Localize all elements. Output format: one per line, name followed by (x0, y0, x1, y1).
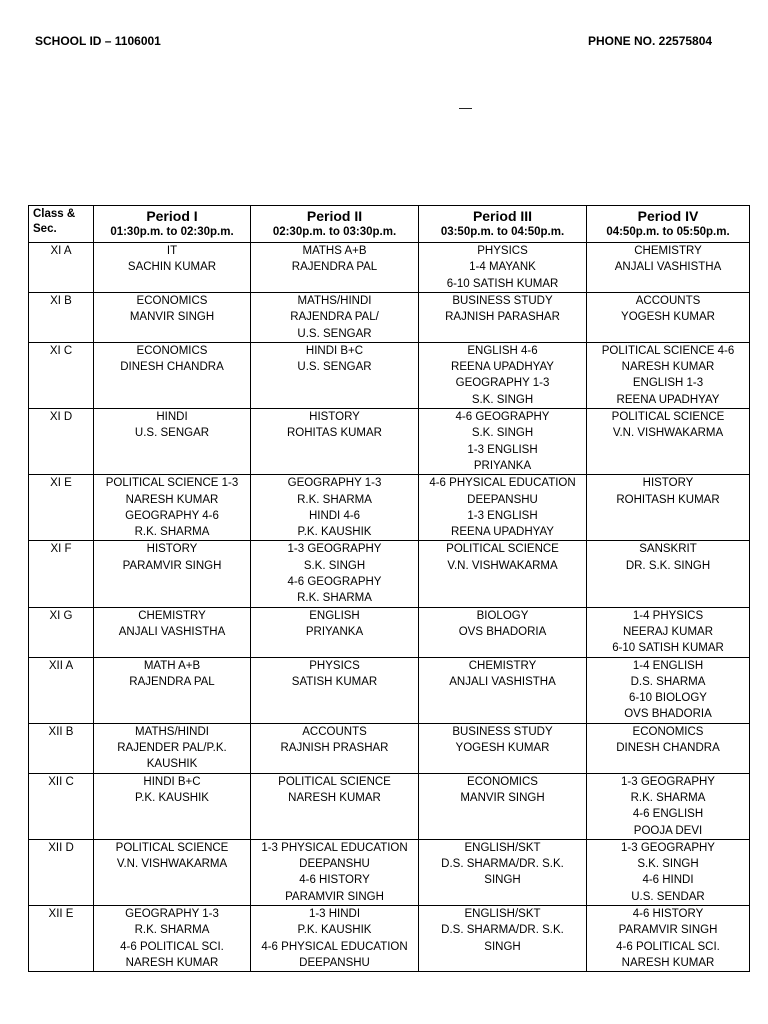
cell-line: ROHITASH KUMAR (616, 493, 720, 506)
cell-line: REENA UPADHYAY (451, 361, 554, 374)
cell-line: ANJALI VASHISTHA (614, 261, 722, 274)
period-cell (251, 905, 419, 971)
period-cell (419, 657, 587, 723)
period-cell (587, 243, 750, 293)
cell-line: 1-4 MAYANK (469, 261, 536, 274)
cell-line: REENA UPADHYAY (616, 393, 720, 406)
cell-line: ACCOUNTS (635, 295, 701, 307)
cell-line: R.K. SHARMA (297, 592, 372, 605)
period-cell (587, 342, 750, 408)
cell-line: 4-6 PHYSICAL EDUCATION (261, 940, 408, 953)
period-header (251, 206, 419, 243)
table-row (29, 342, 750, 408)
cell-line: POLITICAL SCIENCE (278, 775, 391, 788)
cell-line: HISTORY (309, 411, 360, 424)
cell-line: SANSKRIT (639, 543, 697, 556)
cell-line: ENGLISH/SKT (464, 907, 541, 920)
cell-line: BUSINESS STUDY (452, 725, 553, 738)
cell-line: GEOGRAPHY 1-3 (287, 477, 382, 490)
cell-line: S.K. SINGH (303, 559, 366, 572)
cell-line: SATISH KUMAR (291, 675, 378, 688)
period-cell (94, 243, 251, 293)
cell-line: S.K. SINGH (637, 858, 699, 871)
cell-line: S.K. SINGH (471, 427, 534, 440)
cell-line: 1-3 GEOGRAPHY (621, 841, 715, 854)
cell-line: RAJENDER PAL/P.K. (117, 742, 227, 755)
cell-line: GEOGRAPHY 1-3 (125, 907, 219, 920)
cell-line: REENA UPADHYAY (451, 526, 554, 539)
period-cell (419, 723, 587, 773)
cell-line: GEOGRAPHY 1-3 (455, 377, 550, 390)
period-cell (587, 293, 750, 343)
period-cell (94, 905, 251, 971)
table-row (29, 293, 750, 343)
cell-line: BUSINESS STUDY (452, 295, 553, 307)
timetable (28, 205, 750, 972)
timetable-body (29, 243, 750, 972)
cell-line: RAJENDRA PAL (291, 261, 378, 274)
cell-line: 6-10 SATISH KUMAR (612, 642, 724, 655)
phone-number: PHONE NO. 22575804 (588, 34, 713, 48)
period-cell (419, 293, 587, 343)
cell-line: 1-4 PHYSICS (632, 609, 704, 622)
period-cell (587, 541, 750, 607)
table-row (29, 475, 750, 541)
cell-line: DR. S.K. SINGH (625, 559, 711, 572)
cell-line: RAJNISH PRASHAR (280, 742, 389, 755)
period-cell (94, 293, 251, 343)
cell-line: U.S. SENGAR (297, 361, 372, 374)
period-cell (419, 409, 587, 475)
cell-line: NARESH KUMAR (621, 361, 715, 374)
cell-line: RAJENDRA PAL/ (290, 311, 379, 324)
cell-line: POLITICAL SCIENCE 1-3 (105, 477, 239, 490)
cell-line: U.S. SENDAR (631, 890, 705, 903)
cell-line: RAJENDRA PAL (129, 675, 215, 688)
cell-line: HISTORY (146, 543, 198, 556)
period-cell (419, 905, 587, 971)
period-header (419, 206, 587, 243)
cell-line: HINDI B+C (143, 775, 201, 788)
cell-line: D.S. SHARMA/DR. S.K. (441, 924, 564, 937)
cell-line: 4-6 POLITICAL SCI. (616, 940, 720, 953)
cell-line: ECONOMICS (632, 725, 704, 738)
period-cell (251, 723, 419, 773)
period-cell (419, 475, 587, 541)
cell-line: SINGH (484, 874, 521, 887)
cell-line: MATH A+B (143, 659, 201, 672)
cell-line: PRIYANKA (473, 459, 532, 472)
cell-line: OVS BHADORIA (458, 625, 547, 638)
cell-line: 4-6 GEOGRAPHY (287, 576, 382, 589)
period-cell (251, 409, 419, 475)
cell-line: S.K. SINGH (471, 393, 534, 406)
cell-line: V.N. VISHWAKARMA (116, 858, 228, 871)
cell-line: 4-6 HINDI (642, 874, 694, 887)
cell-line: D.S. SHARMA (630, 675, 706, 688)
class-section-cell: XI C (29, 342, 94, 408)
table-row (29, 723, 750, 773)
cell-line: R.K. SHARMA (134, 924, 210, 937)
period-cell (94, 773, 251, 839)
cell-line: HISTORY (642, 477, 694, 490)
cell-line: DEEPANSHU (299, 956, 370, 969)
cell-line: MATHS/HINDI (135, 725, 209, 738)
period-cell (94, 541, 251, 607)
class-section-cell: XI B (29, 293, 94, 343)
cell-line: P.K. KAUSHIK (135, 791, 209, 804)
period-cell (94, 723, 251, 773)
cell-line: ENGLISH/SKT (464, 841, 541, 854)
cell-line: YOGESH KUMAR (455, 742, 550, 755)
period-cell (587, 657, 750, 723)
period-cell (251, 839, 419, 905)
period-cell (419, 839, 587, 905)
cell-line: 6-10 BIOLOGY (629, 692, 707, 705)
cell-line: 4-6 PHYSICAL EDUCATION (429, 477, 576, 490)
cell-line: SINGH (484, 940, 521, 953)
period-cell (251, 243, 419, 293)
cell-line: 6-10 SATISH KUMAR (446, 277, 559, 290)
period-time: 04:50p.m. to 05:50p.m. (606, 226, 730, 238)
cell-line: CHEMISTRY (138, 609, 206, 622)
period-cell (94, 342, 251, 408)
class-section-cell: XII A (29, 657, 94, 723)
period-cell (419, 342, 587, 408)
cell-line: NARESH KUMAR (288, 791, 381, 804)
cell-line: R.K. SHARMA (630, 791, 706, 804)
table-row (29, 839, 750, 905)
table-row (29, 409, 750, 475)
cell-line: GEOGRAPHY 4-6 (125, 509, 219, 522)
table-row (29, 773, 750, 839)
period-cell (419, 773, 587, 839)
period-cell (251, 475, 419, 541)
cell-line: 1-3 ENGLISH (467, 443, 538, 456)
cell-line: V.N. VISHWAKARMA (447, 559, 558, 572)
cell-line: YOGESH KUMAR (621, 311, 715, 324)
table-row (29, 243, 750, 293)
cell-line: ENGLISH 4-6 (467, 344, 538, 357)
period-cell (587, 905, 750, 971)
period-cell (251, 657, 419, 723)
cell-line: 4-6 HISTORY (632, 907, 704, 920)
cell-line: MATHS/HINDI (297, 295, 372, 307)
period-time: 03:50p.m. to 04:50p.m. (440, 226, 565, 238)
period-cell (94, 409, 251, 475)
cell-line: 4-6 HISTORY (299, 874, 370, 887)
period-cell (587, 607, 750, 657)
period-cell (251, 342, 419, 408)
cell-line: NARESH KUMAR (125, 493, 219, 506)
cell-line: SACHIN KUMAR (127, 261, 217, 274)
cell-line: POOJA DEVI (633, 824, 703, 837)
cell-line: ANJALI VASHISTHA (118, 625, 226, 638)
cell-line: CHEMISTRY (634, 245, 702, 257)
cell-line: PARAMVIR SINGH (122, 559, 222, 572)
cell-line: HINDI (156, 411, 188, 424)
cell-line: POLITICAL SCIENCE (446, 543, 559, 556)
cell-line: P.K. KAUSHIK (297, 924, 372, 937)
period-cell (251, 607, 419, 657)
class-section-cell: XI A (29, 243, 94, 293)
cell-line: R.K. SHARMA (134, 526, 210, 539)
cell-line: DINESH CHANDRA (120, 361, 224, 374)
cell-line: NARESH KUMAR (621, 956, 715, 969)
cell-line: MANVIR SINGH (129, 311, 215, 324)
period-cell (94, 607, 251, 657)
table-row (29, 607, 750, 657)
cell-line: ECONOMICS (467, 775, 538, 788)
class-section-cell: XII D (29, 839, 94, 905)
cell-line: 1-3 ENGLISH (467, 509, 538, 522)
period-cell (94, 657, 251, 723)
cell-line: IT (166, 245, 178, 257)
period-name: Period III (472, 208, 533, 224)
cell-line: 4-6 POLITICAL SCI. (120, 940, 224, 953)
cell-line: U.S. SENGAR (297, 327, 372, 340)
period-cell (94, 475, 251, 541)
cell-line: ACCOUNTS (302, 725, 367, 738)
cell-line: ROHITAS KUMAR (287, 427, 382, 440)
cell-line: POLITICAL SCIENCE (611, 411, 725, 424)
class-section-cell: XII C (29, 773, 94, 839)
class-section-cell: XII B (29, 723, 94, 773)
cell-line: D.S. SHARMA/DR. S.K. (441, 858, 564, 871)
period-cell (587, 409, 750, 475)
period-cell (94, 839, 251, 905)
dash-mark: — (459, 100, 472, 115)
cell-line: POLITICAL SCIENCE 4-6 (601, 344, 735, 357)
class-section-cell: XI D (29, 409, 94, 475)
cell-line: DEEPANSHU (467, 493, 538, 506)
period-cell (587, 723, 750, 773)
cell-line: MATHS A+B (302, 245, 367, 257)
cell-line: 4-6 ENGLISH (632, 808, 704, 821)
cell-line: HINDI B+C (305, 344, 364, 357)
period-cell (419, 607, 587, 657)
cell-line: PRIYANKA (305, 625, 364, 638)
cell-line: NEERAJ KUMAR (622, 625, 714, 638)
period-cell (251, 541, 419, 607)
cell-line: 1-3 HINDI (308, 907, 361, 920)
cell-line: V.N. VISHWAKARMA (612, 427, 724, 440)
period-cell (419, 541, 587, 607)
period-name: Period II (306, 208, 363, 224)
period-cell (419, 243, 587, 293)
period-header (587, 206, 750, 243)
class-section-cell: XII E (29, 905, 94, 971)
cell-line: HINDI 4-6 (308, 509, 361, 522)
table-row (29, 657, 750, 723)
cell-line: PARAMVIR SINGH (618, 924, 718, 937)
header-row (29, 206, 750, 243)
school-id: SCHOOL ID – 1106001 (35, 34, 161, 48)
cell-line: KAUSHIK (146, 758, 198, 771)
period-header (94, 206, 251, 243)
cell-line: DINESH CHANDRA (616, 742, 720, 755)
cell-line: 1-3 GEOGRAPHY (621, 775, 715, 788)
cell-line: 1-4 ENGLISH (632, 659, 704, 672)
class-section-cell: XI G (29, 607, 94, 657)
period-time: 01:30p.m. to 02:30p.m. (110, 226, 234, 238)
period-name: Period IV (637, 208, 699, 224)
table-row (29, 541, 750, 607)
cell-line: PHYSICS (477, 245, 528, 257)
period-cell (587, 773, 750, 839)
class-section-cell: XI E (29, 475, 94, 541)
cell-line: DEEPANSHU (299, 858, 370, 871)
period-cell (587, 475, 750, 541)
table-row (29, 905, 750, 971)
cell-line: CHEMISTRY (468, 659, 537, 672)
cell-line: ENGLISH 1-3 (632, 377, 704, 390)
cell-line: PHYSICS (309, 659, 360, 672)
cell-line: 1-3 GEOGRAPHY (287, 543, 382, 556)
period-cell (251, 293, 419, 343)
cell-line: 4-6 GEOGRAPHY (455, 411, 550, 424)
cell-line: U.S. SENGAR (134, 427, 210, 440)
cell-line: RAJNISH PARASHAR (445, 311, 560, 324)
cell-line: BIOLOGY (476, 609, 529, 622)
class-section-cell: XI F (29, 541, 94, 607)
cell-line: ANJALI VASHISTHA (449, 675, 556, 688)
cell-line: ECONOMICS (136, 295, 208, 307)
period-name: Period I (146, 208, 198, 224)
cell-line: ENGLISH (309, 609, 360, 622)
cell-line: MANVIR SINGH (460, 791, 545, 804)
cell-line: ECONOMICS (136, 344, 208, 357)
cell-line: R.K. SHARMA (297, 493, 372, 506)
cell-line: P.K. KAUSHIK (297, 526, 372, 539)
period-cell (587, 839, 750, 905)
period-time: 02:30p.m. to 03:30p.m. (272, 226, 397, 238)
cell-line: PARAMVIR SINGH (285, 890, 384, 903)
period-cell (251, 773, 419, 839)
cell-line: 1-3 PHYSICAL EDUCATION (261, 841, 408, 854)
cell-line: NARESH KUMAR (125, 956, 219, 969)
cell-line: POLITICAL SCIENCE (115, 841, 229, 854)
class-section-header: Class & Sec. (29, 206, 94, 243)
cell-line: OVS BHADORIA (624, 708, 712, 721)
